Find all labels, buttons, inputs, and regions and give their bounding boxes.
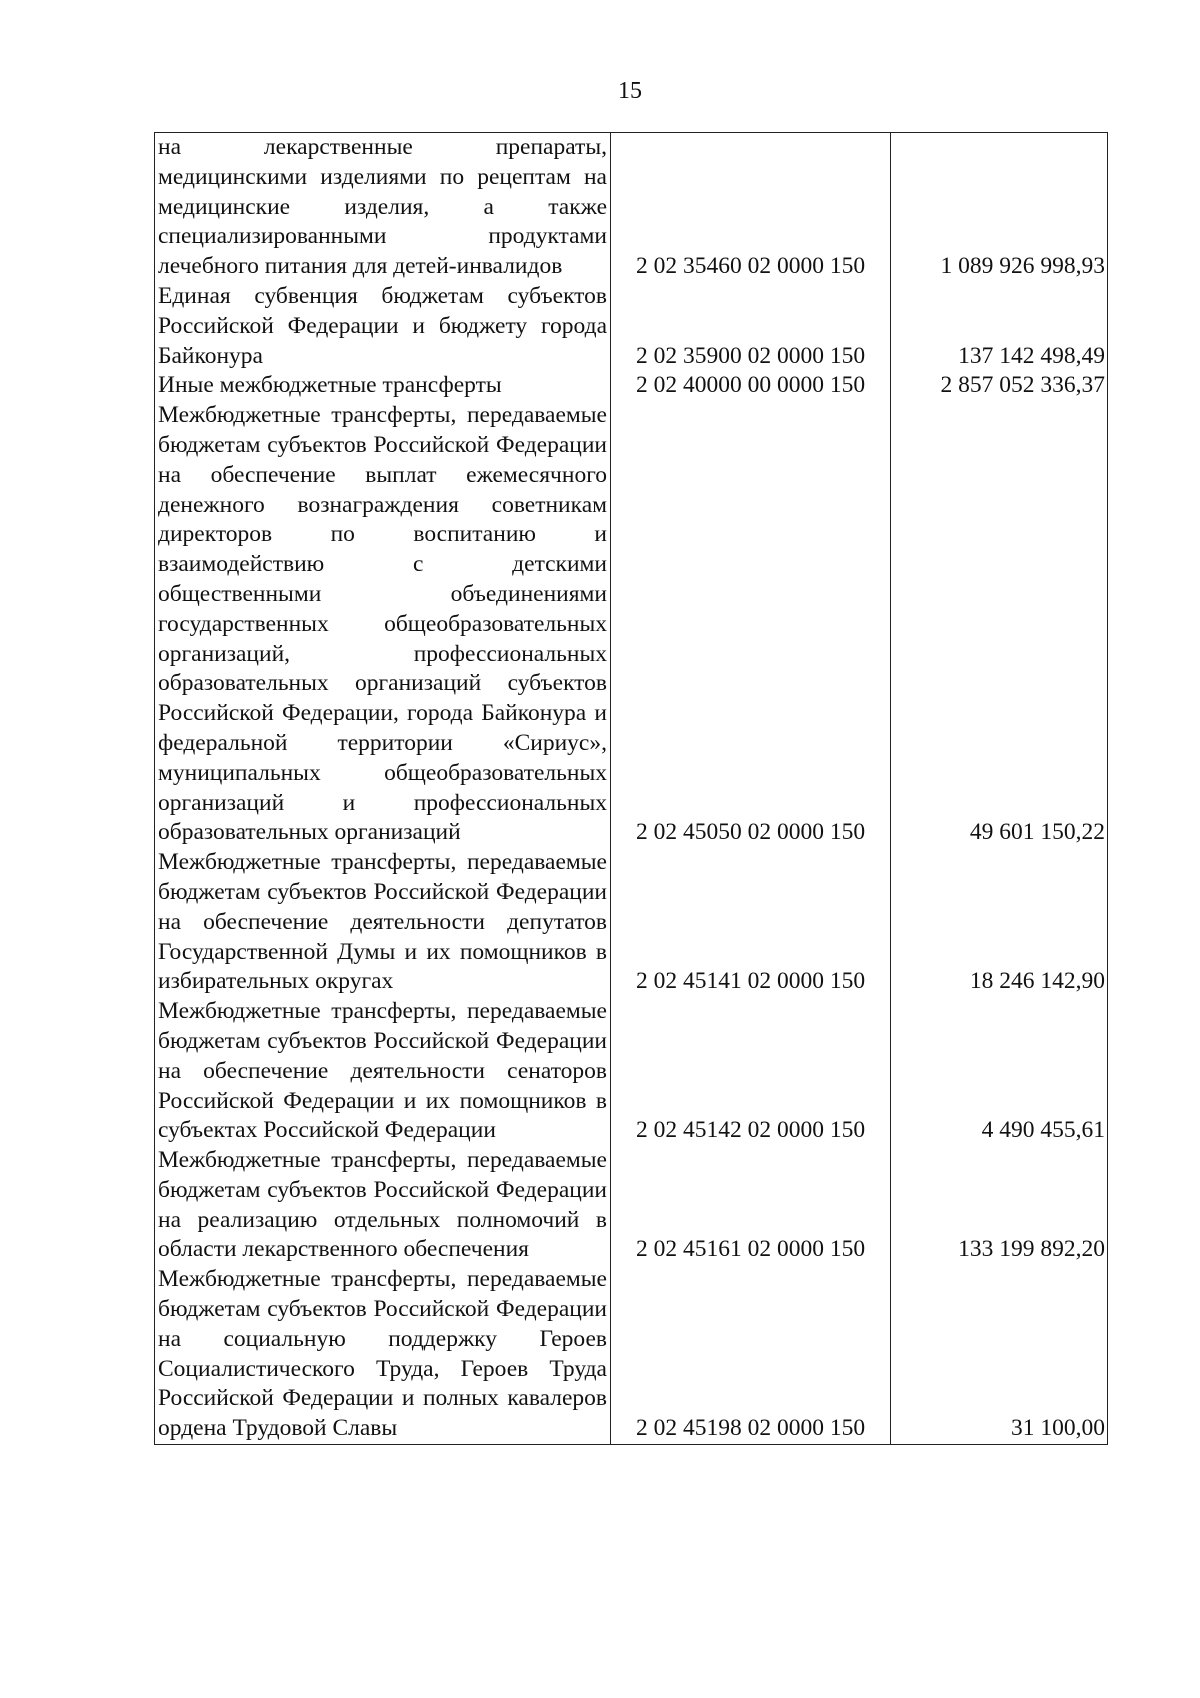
table-row — [155, 1146, 1108, 1265]
revenue-description-cell: Межбюджетные трансферты, передаваемые бюджетам субъектов Российской Федерации на обеспечение выплат ежемесячного денежного вознаграждения советникам директоров по воспитанию и взаимодействию с детскими общественными объединениями государственных общеобразовательных организаций, профессиональных образовательных организаций субъектов Российской Федерации, города Байконура и федеральной территории «Сириус», муниципальных общеобразовательных организаций и профессиональных образовательных организаций — [155, 401, 611, 848]
table-row — [155, 371, 1108, 401]
revenue-description-cell: Межбюджетные трансферты, передаваемые бюджетам субъектов Российской Федерации на обеспечение деятельности сенаторов Российской Федерации и их помощников в субъектах Российской Федерации — [155, 997, 611, 1146]
amount-cell: 49 601 150,22 — [891, 401, 1108, 848]
table-row — [155, 1265, 1108, 1444]
table-row — [155, 848, 1108, 997]
amount-cell: 31 100,00 — [891, 1265, 1108, 1444]
revenue-description-cell: Единая субвенция бюджетам субъектов Российской Федерации и бюджету города Байконура — [155, 282, 611, 371]
amount-cell: 133 199 892,20 — [891, 1146, 1108, 1265]
revenue-description-cell: Межбюджетные трансферты, передаваемые бюджетам субъектов Российской Федерации на социальную поддержку Героев Социалистического Труда, Героев Труда Российской Федерации и полных кавалеров ордена Трудовой Славы — [155, 1265, 611, 1444]
amount-cell: 18 246 142,90 — [891, 848, 1108, 997]
budget-classification-code-cell: 2 02 45198 02 0000 150 — [611, 1265, 891, 1444]
table-row — [155, 401, 1108, 848]
budget-classification-code-cell: 2 02 45141 02 0000 150 — [611, 848, 891, 997]
table-row — [155, 282, 1108, 371]
budget-classification-code-cell: 2 02 45050 02 0000 150 — [611, 401, 891, 848]
revenue-description-cell: Межбюджетные трансферты, передаваемые бюджетам субъектов Российской Федерации на реализацию отдельных полномочий в области лекарственного обеспечения — [155, 1146, 611, 1265]
revenue-description-cell: Межбюджетные трансферты, передаваемые бюджетам субъектов Российской Федерации на обеспечение деятельности депутатов Государственной Думы и их помощников в избирательных округах — [155, 848, 611, 997]
table-row — [155, 997, 1108, 1146]
budget-classification-code-cell: 2 02 45142 02 0000 150 — [611, 997, 891, 1146]
amount-cell: 4 490 455,61 — [891, 997, 1108, 1146]
budget-classification-code-cell: 2 02 45161 02 0000 150 — [611, 1146, 891, 1265]
table-row — [155, 133, 1108, 282]
revenue-description-cell: на лекарственные препараты, медицинскими изделиями по рецептам на медицинские изделия, а также специализированными продуктами лечебного питания для детей-инвалидов — [155, 133, 611, 282]
amount-cell: 1 089 926 998,93 — [891, 133, 1108, 282]
page-number: 15 — [618, 78, 642, 104]
budget-classification-code-cell: 2 02 35900 02 0000 150 — [611, 282, 891, 371]
amount-cell: 2 857 052 336,37 — [891, 371, 1108, 401]
budget-revenue-table — [154, 132, 1108, 1445]
budget-classification-code-cell: 2 02 40000 00 0000 150 — [611, 371, 891, 401]
budget-classification-code-cell: 2 02 35460 02 0000 150 — [611, 133, 891, 282]
revenue-description-cell: Иные межбюджетные трансферты — [155, 371, 611, 401]
amount-cell: 137 142 498,49 — [891, 282, 1108, 371]
